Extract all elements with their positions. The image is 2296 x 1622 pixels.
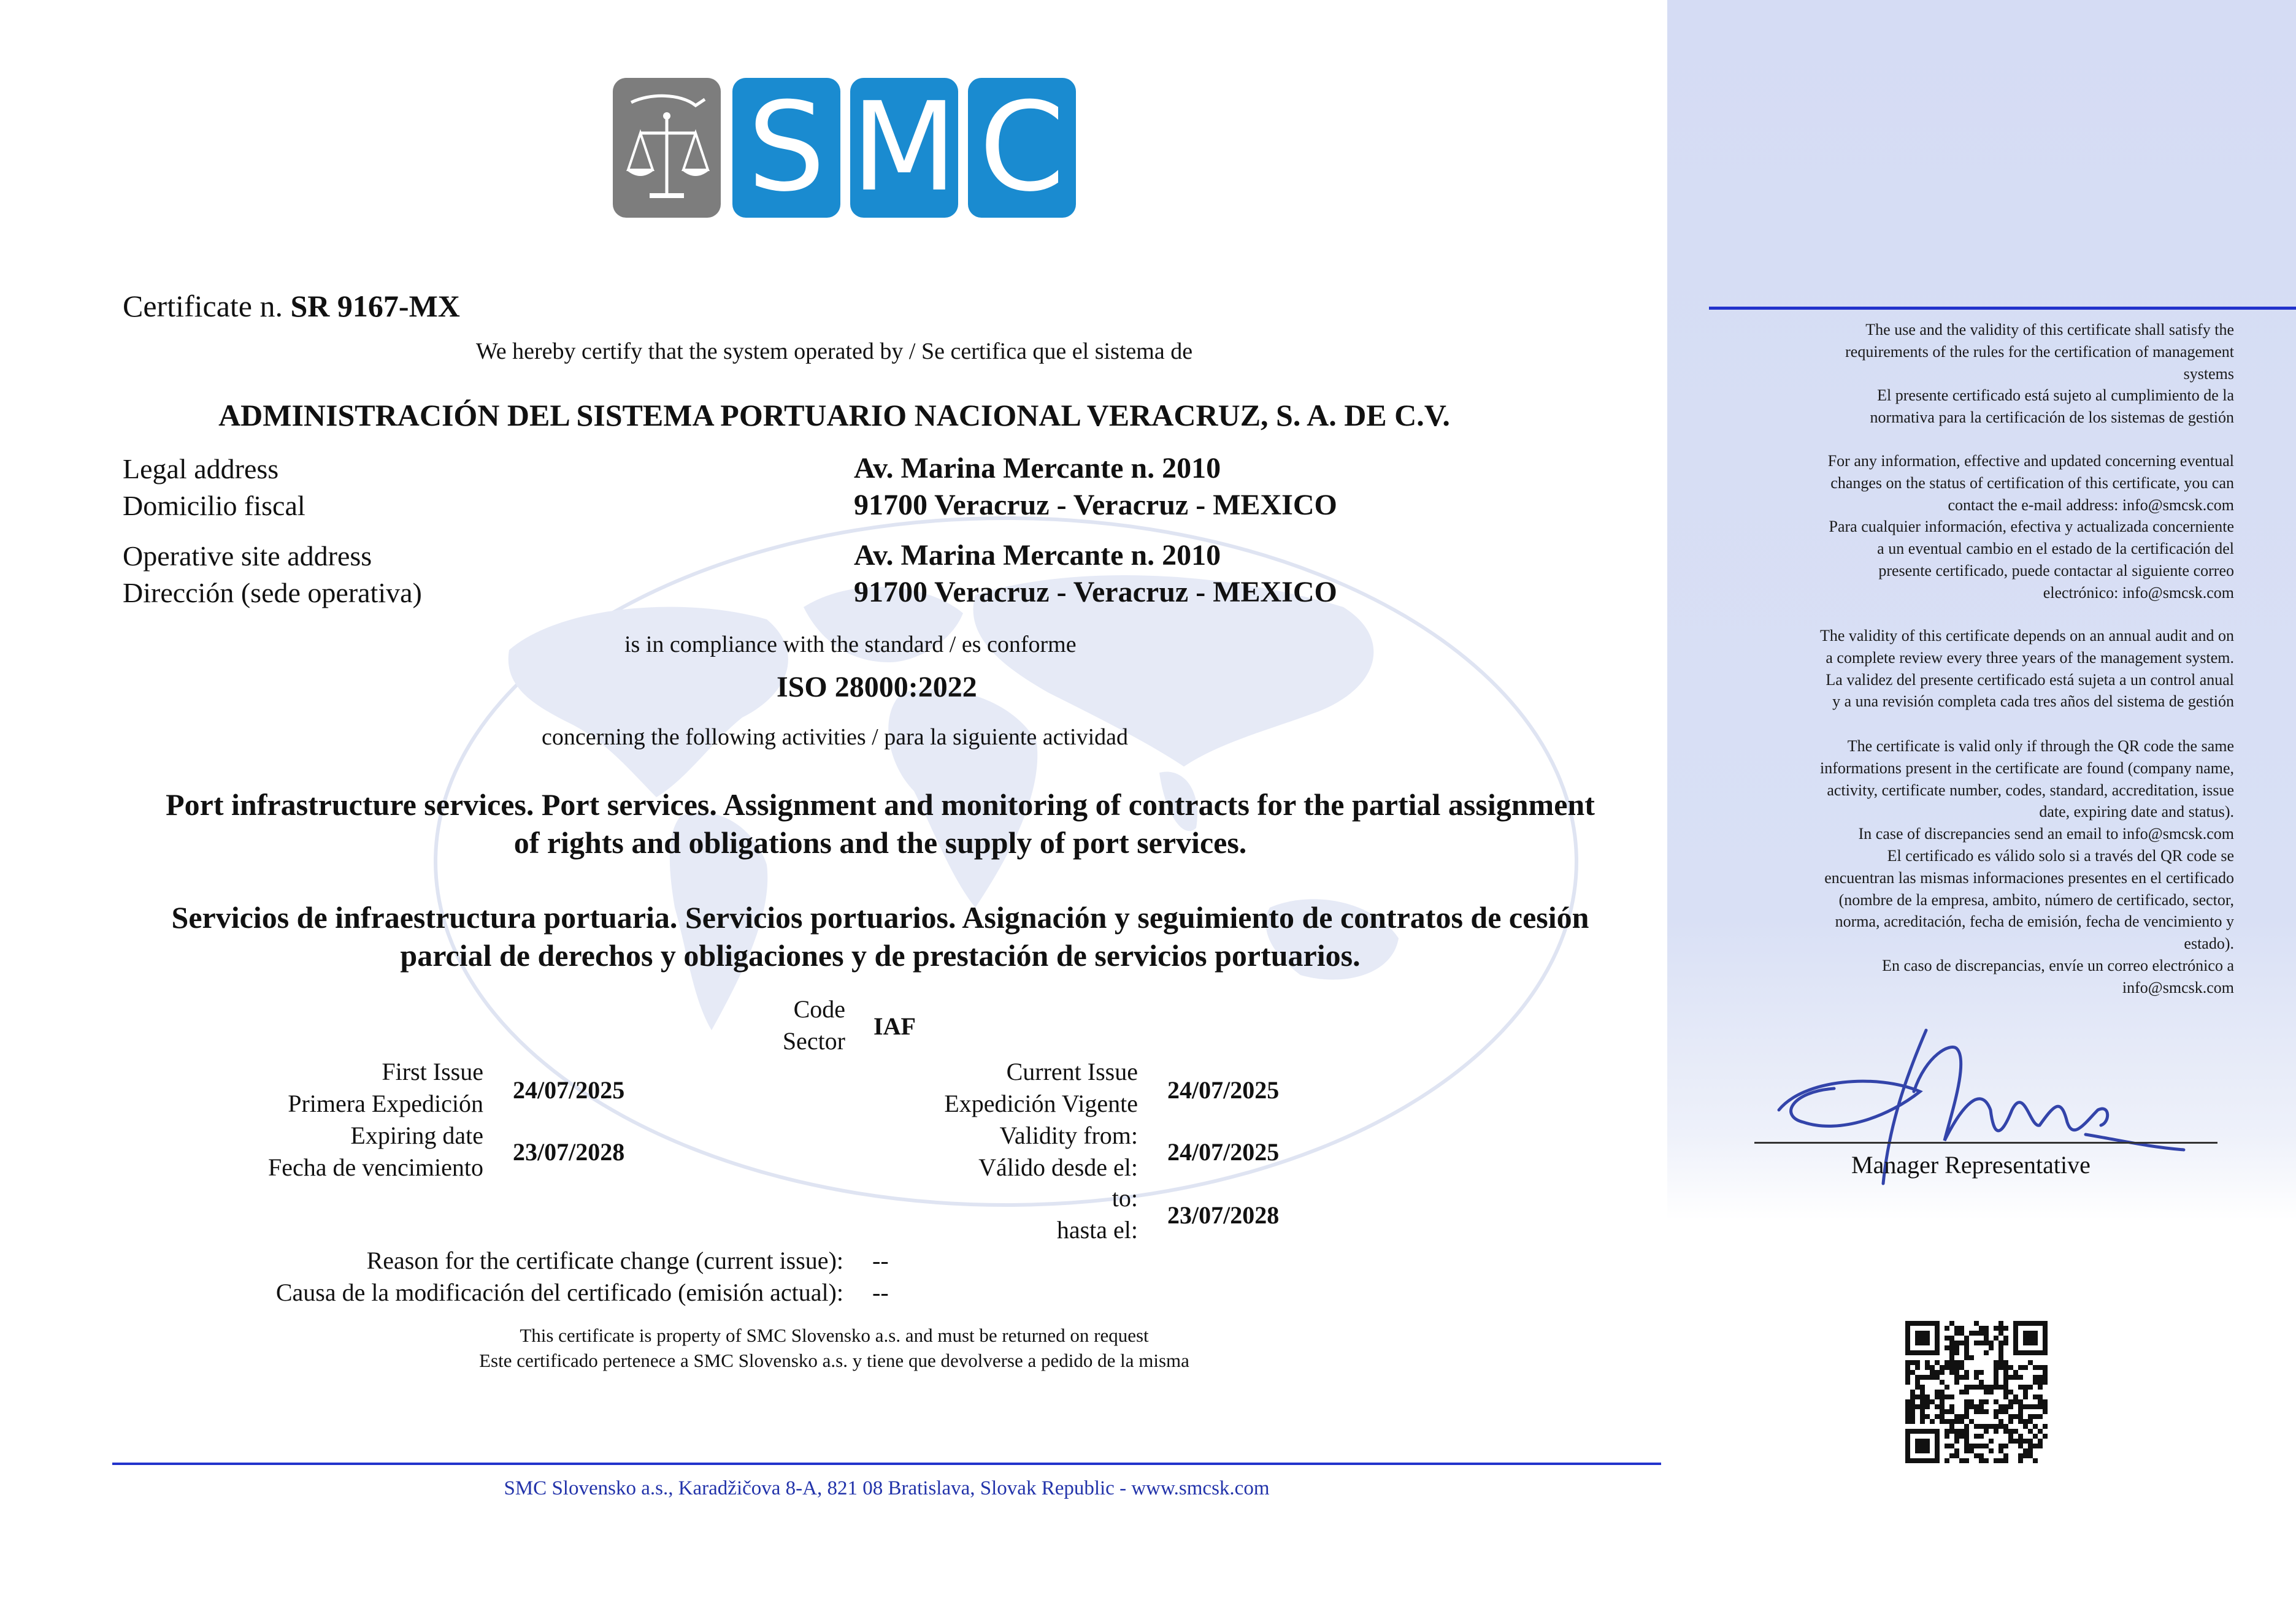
current-issue-date: 24/07/2025 <box>1167 1076 1280 1104</box>
scope-en-line1: Port infrastructure services. Port services. Assignment and monitoring of contracts for the partial assignment <box>166 787 1595 822</box>
expiring-date-label: Expiring date Fecha de vencimiento <box>268 1122 483 1181</box>
side-paragraph-validity: The validity of this certificate depends on an annual audit and on a complete review every three years of the management system. La validez del presente certificado está sujeta a un control anual y a una revisión completa cada tres años del sistema de gestión <box>1819 627 2234 711</box>
legal-address-label-es: Domicilio fiscal <box>123 490 305 521</box>
validity-from-label: Validity from: Válido desde el: <box>978 1122 1138 1181</box>
signature-caption: Manager Representative <box>1851 1151 2091 1179</box>
scope-es-line1: Servicios de infraestructura portuaria. Servicios portuarios. Asignación y seguimiento de contratos de cesión <box>171 900 1589 935</box>
footer-divider <box>112 1463 1661 1465</box>
logo-scales-block <box>613 78 721 218</box>
operative-address-label-en: Operative site address <box>123 540 372 572</box>
code-sector-label: Code Sector <box>782 995 845 1055</box>
reason-label: Reason for the certificate change (current issue): Causa de la modificación del certificado (emisión actual): <box>275 1247 843 1306</box>
legal-address-line2: 91700 Veracruz - Veracruz - MEXICO <box>854 489 1337 521</box>
compliance-text: is in compliance with the standard / es conforme <box>624 632 1077 657</box>
company-name: ADMINISTRACIÓN DEL SISTEMA PORTUARIO NACIONAL VERACRUZ, S. A. DE C.V. <box>218 398 1450 432</box>
activities-intro: concerning the following activities / para la siguiente actividad <box>542 724 1129 750</box>
property-note-en: This certificate is property of SMC Slovensko a.s. and must be returned on request <box>520 1325 1149 1346</box>
side-paragraph-use: The use and the validity of this certificate shall satisfy the requirements of the rules for the certification of management systems El presente certificado está sujeto al cumplimiento de la normativa para la certificación de los sistemas de gestión <box>1845 321 2234 427</box>
property-note-es: Este certificado pertenece a SMC Slovensko a.s. y tiene que devolverse a pedido de la misma <box>479 1350 1189 1371</box>
operative-address-label-es: Dirección (sede operativa) <box>123 577 422 608</box>
qr-code <box>1905 1321 2048 1463</box>
legal-address-line1: Av. Marina Mercante n. 2010 <box>854 452 1221 484</box>
logo-letter-s: S <box>747 76 826 219</box>
scope-en-line2: of rights and obligations and the supply of port services. <box>513 825 1247 860</box>
operative-address-line1: Av. Marina Mercante n. 2010 <box>854 539 1221 572</box>
logo-letter-m: M <box>851 76 958 219</box>
validity-to-label: to: hasta el: <box>1056 1184 1138 1244</box>
side-paragraph-qr: The certificate is valid only if through the QR code the same informations present in the certificate are found (company name, activity, certificate number, codes, standard, accreditation, issue date, expiring date and status). In case of discrepancies send an email to info@smcsk.com El certificado es válido solo si a través del QR code se encuentran las mismas informaciones presentes en el certificado (nombre de la empresa, ambito, número de certificado, sector, norma, acreditación, fecha de emisión, fecha de vencimiento y estado). En caso de discrepancias, envíe un correo electrónico a info@smcsk.com <box>1819 737 2234 997</box>
side-paragraph-info: For any information, effective and updated concerning eventual changes on the status of certification of this certificate, you can contact the e-mail address: info@smcsk.com Para cualquier información, efectiva y actualizada concerniente a un eventual cambio en el estado de la certificación del presente certificado, puede contactar al siguiente correo electrónico: info@smcsk.com <box>1827 452 2234 602</box>
side-divider <box>1709 307 2296 310</box>
validity-from-date: 24/07/2025 <box>1167 1138 1280 1166</box>
scope-es-line2: parcial de derechos y obligaciones y de prestación de servicios portuarios. <box>400 938 1361 973</box>
code-sector-value: IAF <box>873 1012 916 1040</box>
first-issue-date: 24/07/2025 <box>513 1076 625 1104</box>
current-issue-label: Current Issue Expedición Vigente <box>944 1058 1138 1117</box>
scales-icon <box>613 78 721 218</box>
legal-address-label-en: Legal address <box>123 453 279 484</box>
signature-line <box>1754 1142 2217 1144</box>
certify-intro: We hereby certify that the system operated by / Se certifica que el sistema de <box>475 339 1193 364</box>
expiring-date: 23/07/2028 <box>513 1138 625 1166</box>
standard: ISO 28000:2022 <box>777 671 977 703</box>
footer-address: SMC Slovensko a.s., Karadžičova 8-A, 821 08 Bratislava, Slovak Republic - www.smcsk.com <box>504 1477 1270 1499</box>
logo-letter-c: C <box>979 76 1065 219</box>
certificate-number: Certificate n. SR 9167-MX <box>123 289 460 323</box>
validity-to-date: 23/07/2028 <box>1167 1201 1280 1229</box>
operative-address-line2: 91700 Veracruz - Veracruz - MEXICO <box>854 576 1337 608</box>
reason-value: -- -- <box>872 1247 889 1306</box>
first-issue-label: First Issue Primera Expedición <box>288 1058 483 1117</box>
